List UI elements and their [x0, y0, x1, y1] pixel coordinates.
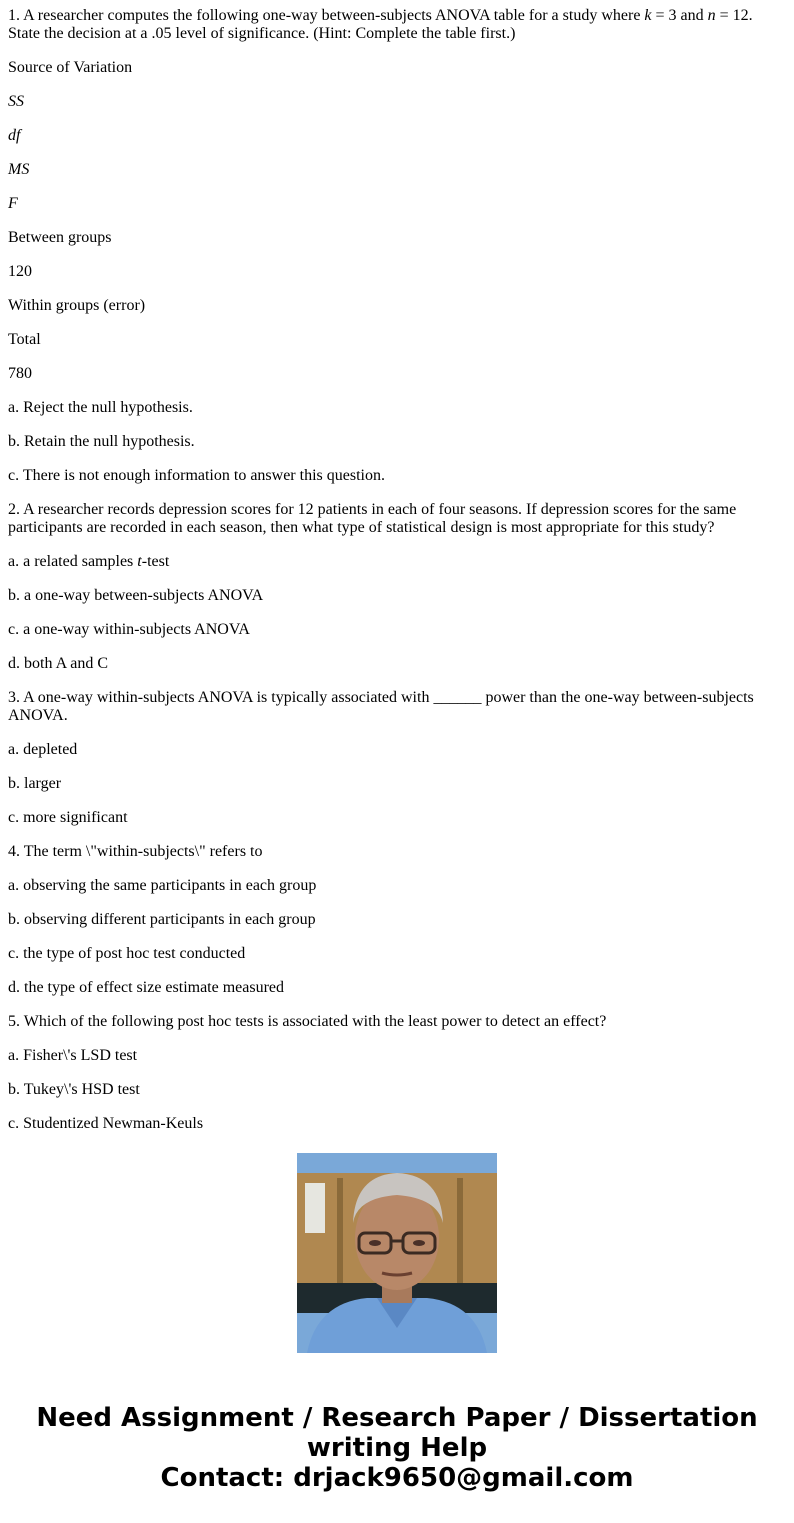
q2-option-a: a. a related samples t-test	[8, 553, 170, 570]
q1-option-b: b. Retain the null hypothesis.	[8, 433, 195, 450]
q3-option-a: a. depleted	[8, 741, 78, 758]
q1-option-a: a. Reject the null hypothesis.	[8, 399, 193, 416]
q1-stem: 1. A researcher computes the following one-way between-subjects ANOVA table for a study where k = 3 and n = 12. State the decision at a .05 level of significance. (Hint: Complete the table first.)	[8, 7, 753, 42]
table-cell: 120	[8, 263, 32, 280]
q2-stem: 2. A researcher records depression scores for 12 patients in each of four seasons. If depression scores for the same participants are recorded in each season, then what type of statistical design is most appropriate for this study?	[8, 501, 737, 536]
banner-line: writing Help	[306, 1433, 488, 1463]
q4-option-c: c. the type of post hoc test conducted	[8, 945, 246, 962]
q4-option-b: b. observing different participants in each group	[8, 911, 316, 928]
banner-line: Need Assignment / Research Paper / Dissertation	[36, 1403, 758, 1433]
q2-option-b: b. a one-way between-subjects ANOVA	[8, 587, 264, 604]
q3-option-c: c. more significant	[8, 809, 128, 826]
table-header-source: Source of Variation	[8, 59, 133, 76]
q2-option-d: d. both A and C	[8, 655, 109, 672]
q4-option-d: d. the type of effect size estimate measured	[8, 979, 285, 996]
table-header-f: F	[8, 195, 18, 212]
q4-option-a: a. observing the same participants in each group	[8, 877, 317, 894]
q5-option-c: c. Studentized Newman-Keuls	[8, 1115, 204, 1132]
q4-stem: 4. The term \"within-subjects\" refers to	[8, 843, 263, 860]
q3-option-b: b. larger	[8, 775, 62, 792]
table-cell: Total	[8, 331, 41, 348]
table-cell: Between groups	[8, 229, 112, 246]
q2-option-c: c. a one-way within-subjects ANOVA	[8, 621, 250, 638]
q1-option-c: c. There is not enough information to answer this question.	[8, 467, 385, 484]
table-cell: 780	[8, 365, 32, 382]
table-cell: Within groups (error)	[8, 297, 146, 314]
question-content	[8, 0, 778, 1132]
q5-option-a: a. Fisher\'s LSD test	[8, 1047, 138, 1064]
q5-option-b: b. Tukey\'s HSD test	[8, 1081, 140, 1098]
contact-banner	[0, 1403, 794, 1493]
table-header-ss: SS	[8, 93, 24, 110]
table-header-ms: MS	[8, 161, 30, 178]
contact-email: Contact: drjack9650@gmail.com	[160, 1463, 634, 1493]
person-photo-icon	[297, 1153, 497, 1353]
q3-stem: 3. A one-way within-subjects ANOVA is typically associated with ______ power than the one-way between-subjects ANOVA.	[8, 689, 754, 724]
q5-stem: 5. Which of the following post hoc tests is associated with the least power to detect an effect?	[8, 1013, 607, 1030]
avatar	[297, 1153, 497, 1353]
table-header-df: df	[8, 127, 21, 144]
